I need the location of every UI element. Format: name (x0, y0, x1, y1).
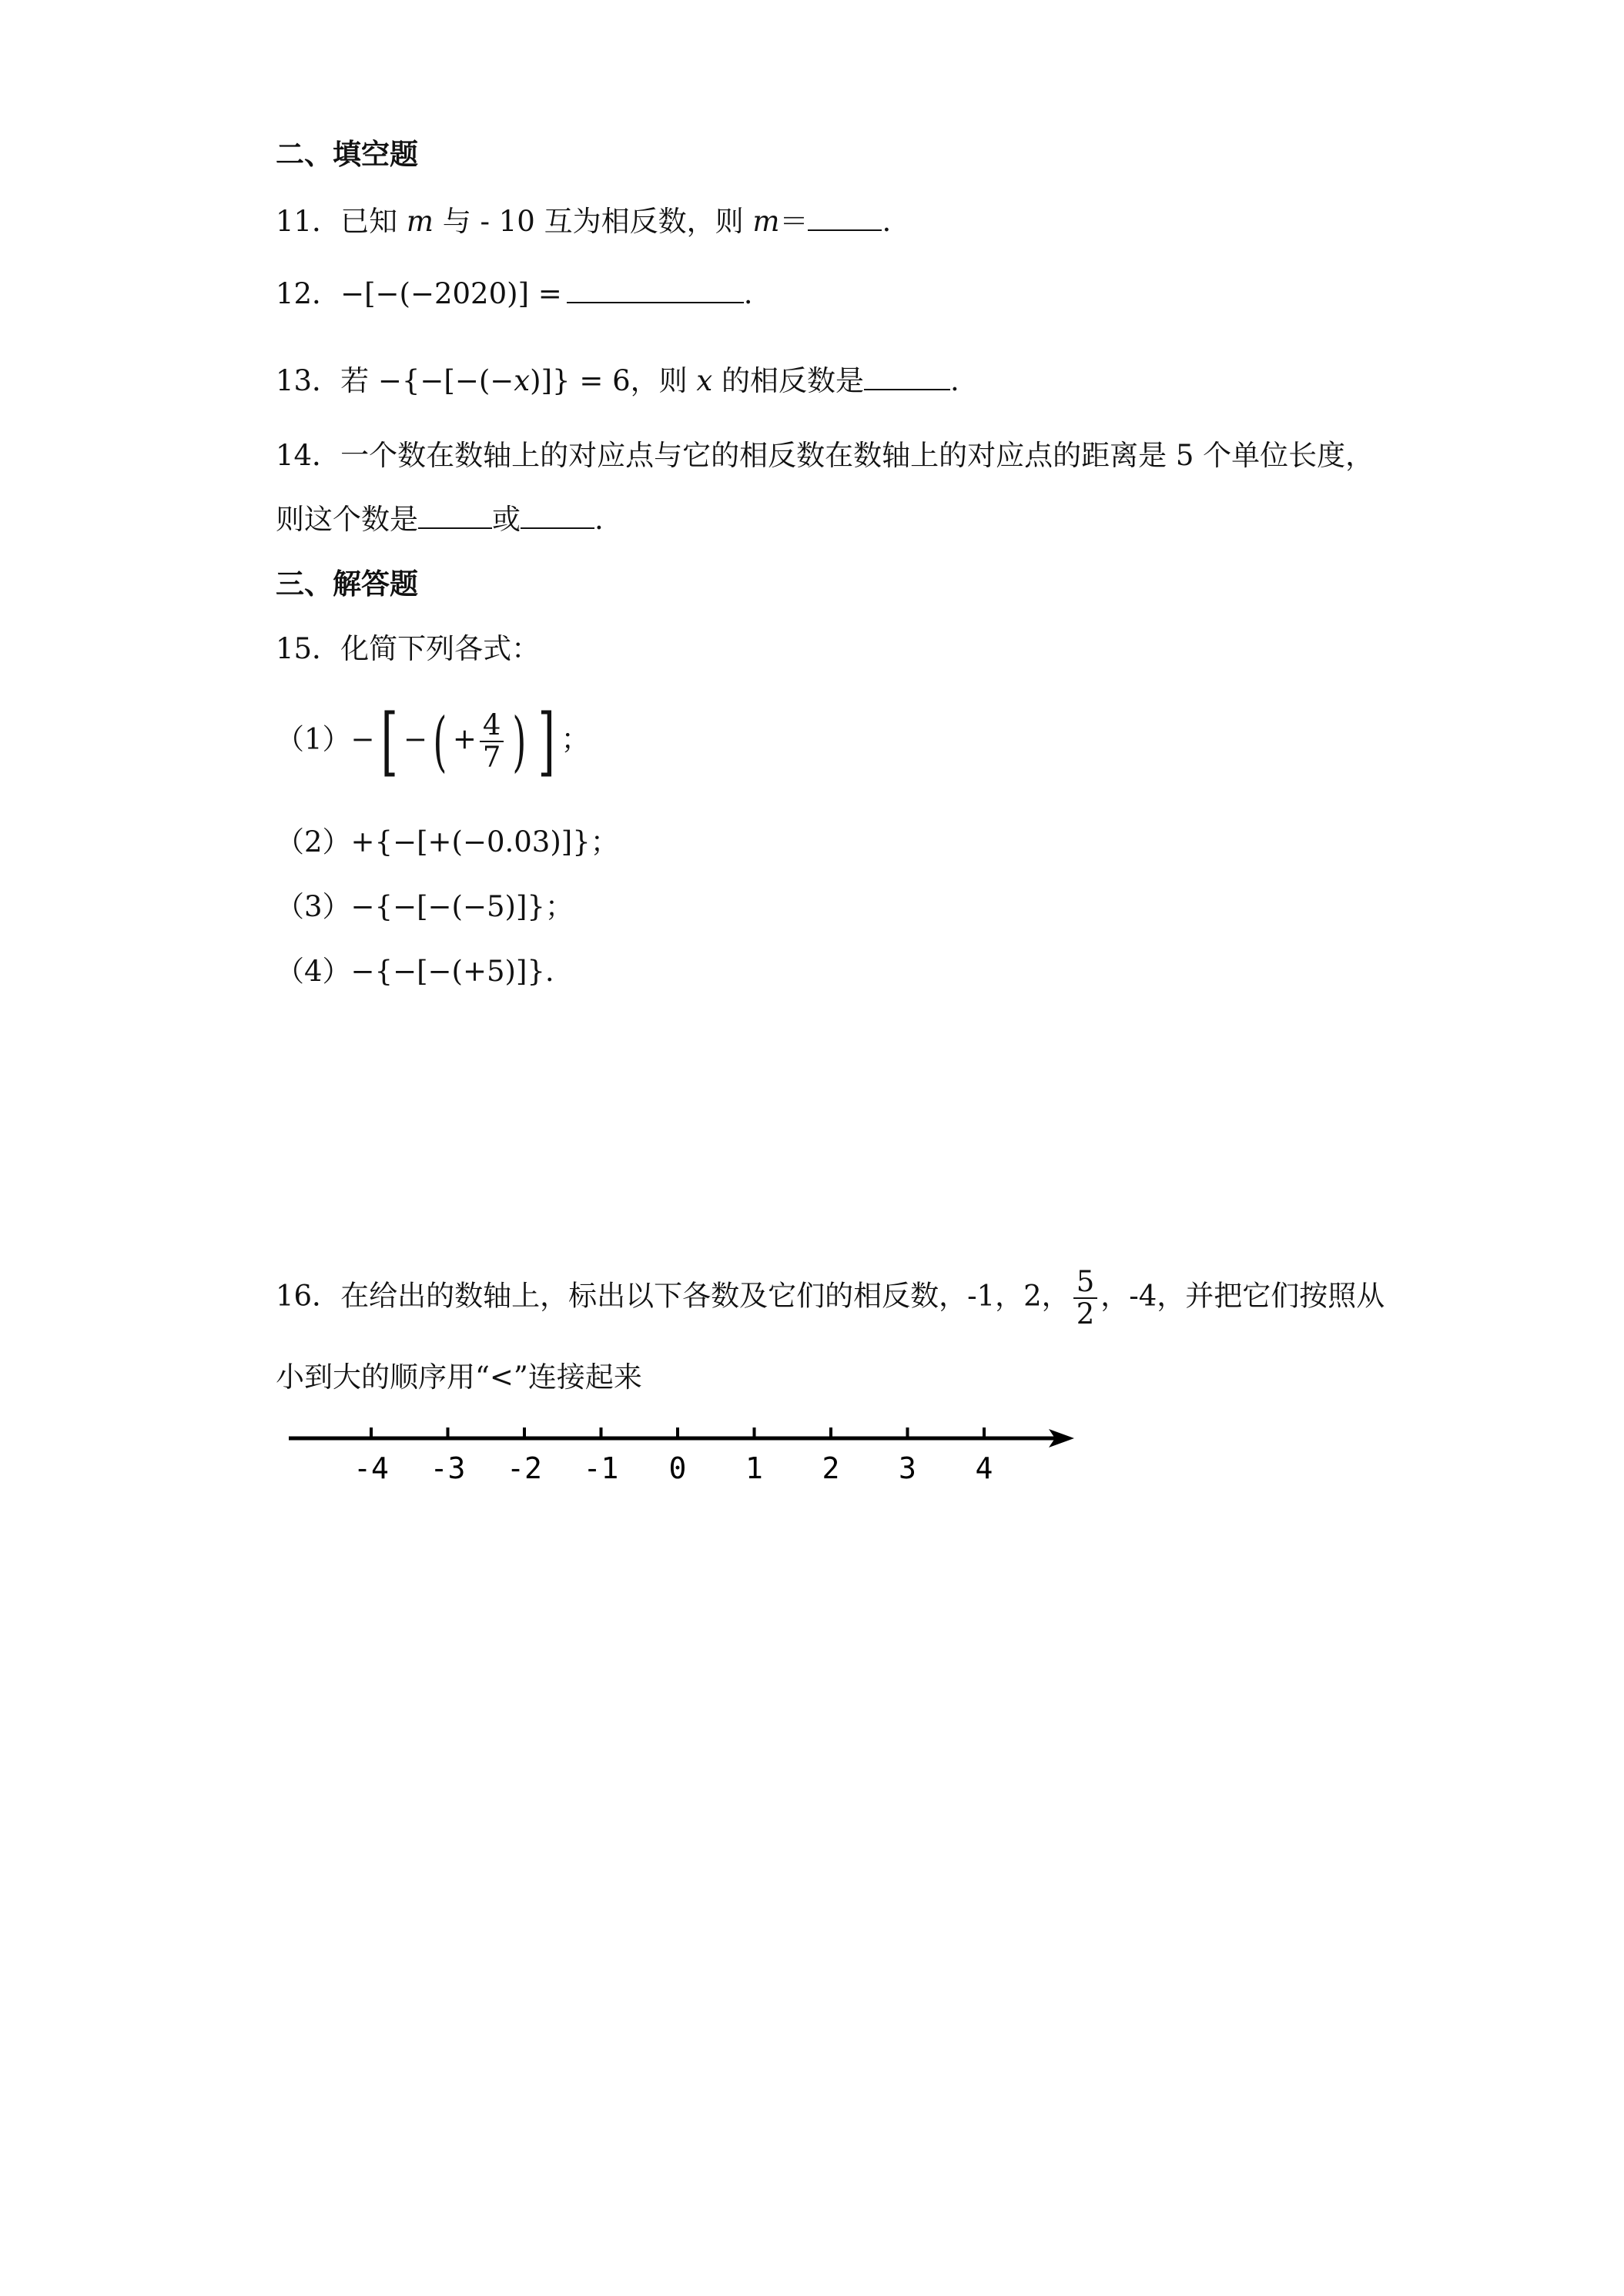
q12-number: 12． (276, 277, 341, 310)
q12-period: . (743, 277, 753, 310)
q13-text-2: ，则 (630, 364, 697, 397)
q11-number: 11． (276, 205, 341, 238)
q15-item-4-label: （4） (276, 955, 351, 988)
right-bracket: ] (537, 698, 556, 785)
number-line-tick-label: -1 (583, 1451, 619, 1485)
fraction-numerator: 4 (480, 710, 504, 742)
q15-item-4-end: . (544, 955, 554, 988)
q15-item-1-inner-minus: − (403, 722, 428, 756)
section-title-fill-blank: 二、填空题 (276, 137, 418, 171)
q11-text-2: 与 - 10 互为相反数，则 (433, 205, 753, 238)
q15-item-1-minus: − (350, 722, 375, 756)
number-line-tick-label: -3 (430, 1451, 466, 1485)
left-paren: ( (433, 704, 447, 779)
section-title-answer: 三、解答题 (276, 567, 418, 601)
q15-number: 15． (276, 632, 341, 665)
q13-expression: −{−[−(− (377, 364, 514, 397)
q14-or: 或 (492, 503, 521, 536)
q11-var: m (406, 205, 434, 238)
q15-item-1-end: ； (561, 722, 590, 756)
q11-text: 已知 (340, 205, 407, 238)
q11-var-2: m (752, 205, 780, 238)
number-line-tick-label: 0 (668, 1451, 687, 1485)
q15-item-3-end: ； (544, 890, 574, 923)
number-line-tick-label: 4 (975, 1451, 993, 1485)
q15-item-2-expression: +{−[+(−0.03)]} (350, 825, 591, 858)
q13-expression-2: )]} = 6 (530, 364, 631, 397)
q16-text-2: ，-4，并把它们按照从 (1100, 1279, 1385, 1313)
q15-item-2-label: （2） (276, 825, 351, 858)
q16-number: 16． (276, 1279, 341, 1313)
number-line-tick-label: 2 (822, 1451, 840, 1485)
left-bracket: [ (380, 698, 398, 785)
q13-period: . (950, 364, 959, 397)
number-line-ticks (353, 1427, 993, 1485)
q11-equals: ＝ (779, 205, 809, 238)
number-line-tick-label: 3 (899, 1451, 916, 1485)
q12-expression: −[−(−2020)] = (340, 277, 562, 310)
q15-item-1-plus: + (452, 722, 477, 756)
fraction-denominator: 2 (1076, 1297, 1095, 1330)
q13-var: x (514, 364, 531, 397)
q14-text-2: 则这个数是 (276, 503, 418, 536)
number-line-tick-label: -2 (507, 1451, 542, 1485)
q13-text-3: 的相反数是 (712, 364, 865, 397)
q15-item-4-expression: −{−[−(+5)]} (350, 955, 545, 988)
q13-text: 若 (340, 364, 378, 397)
fraction-numerator: 5 (1073, 1267, 1098, 1299)
q14-number: 14． (276, 439, 341, 472)
q13-var-2: x (696, 364, 713, 397)
q15-text: 化简下列各式： (340, 632, 541, 665)
q11-period: . (882, 205, 892, 238)
number-line-tick-label: 1 (745, 1451, 763, 1485)
number-line-tick-label: -4 (353, 1451, 389, 1485)
q16-text: 在给出的数轴上，标出以下各数及它们的相反数，-1，2， (340, 1279, 1070, 1313)
q15-item-1-label: （1） (276, 722, 351, 756)
right-paren: ) (512, 704, 527, 779)
q15-item-3-expression: −{−[−(−5)]} (350, 890, 545, 923)
q15-item-3-label: （3） (276, 890, 351, 923)
q15-item-2-end: ； (590, 825, 619, 858)
q14-period: . (594, 503, 604, 536)
q13-number: 13． (276, 364, 341, 397)
fraction-denominator: 7 (482, 741, 501, 774)
q16-text-3: 小到大的顺序用“<”连接起来 (276, 1361, 642, 1394)
q14-text: 一个数在数轴上的对应点与它的相反数在数轴上的对应点的距离是 5 个单位长度， (340, 439, 1375, 472)
